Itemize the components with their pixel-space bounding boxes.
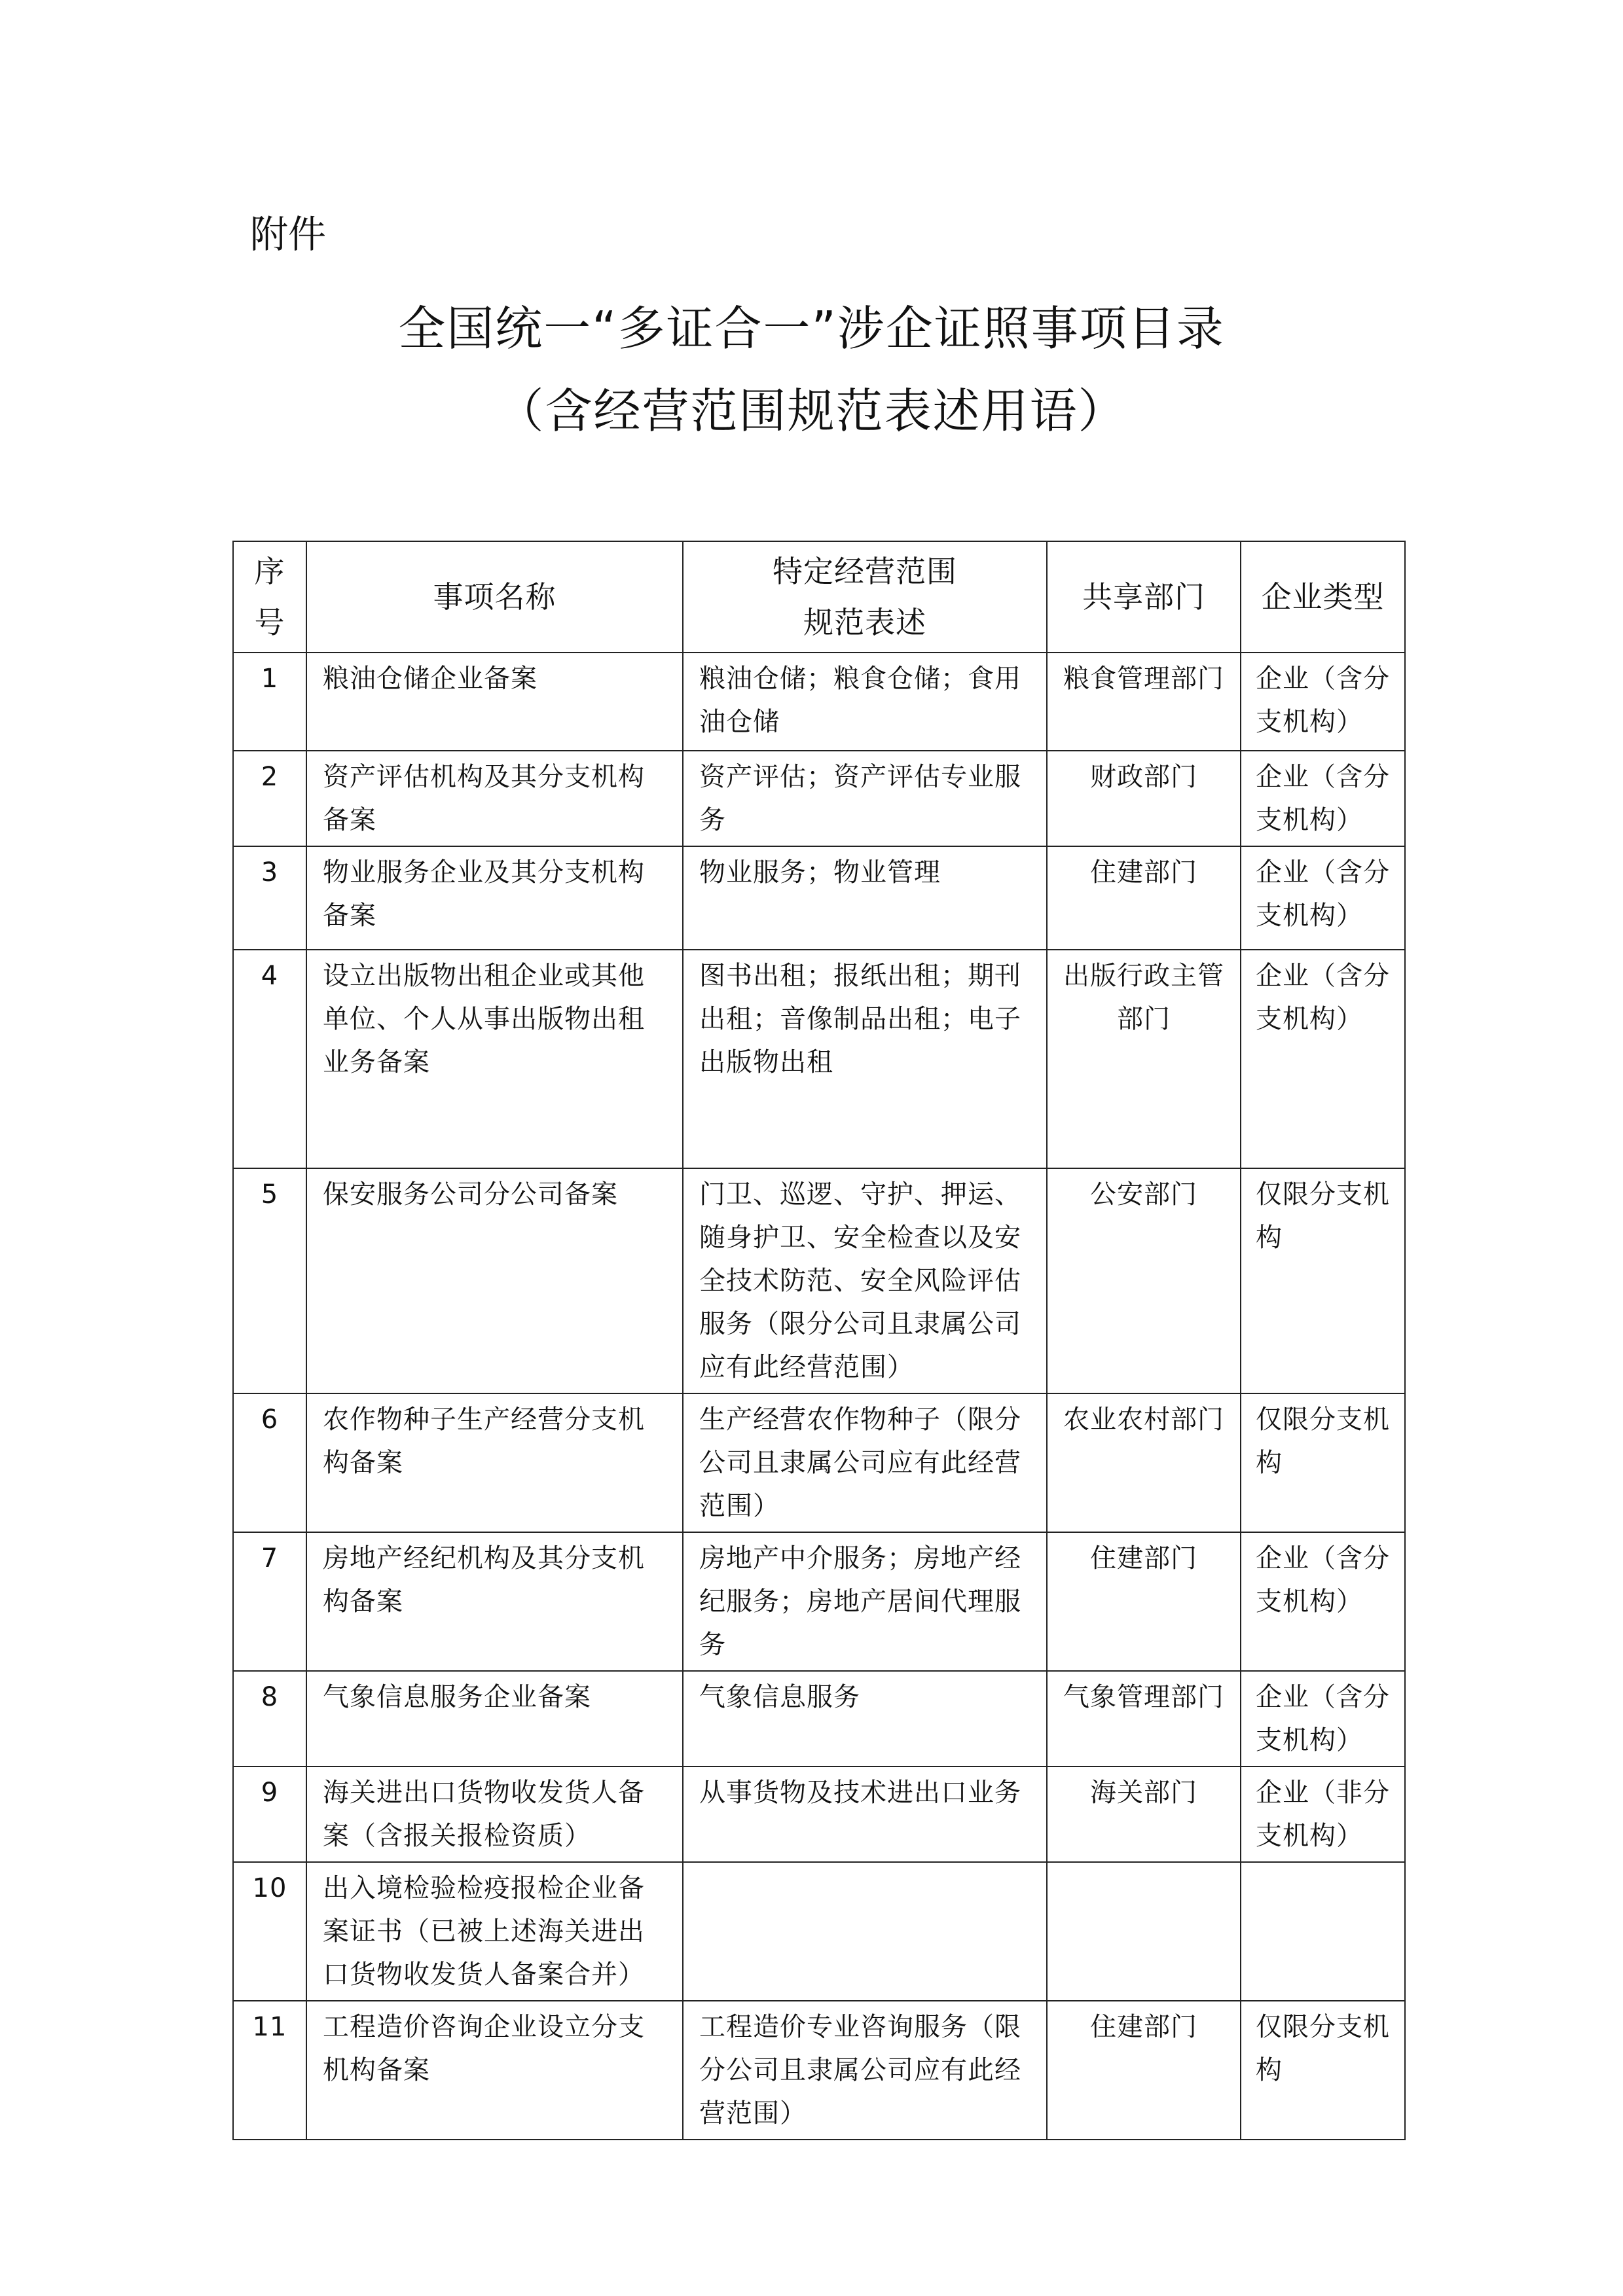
cell-type: 仅限分支机构 [1241, 1168, 1405, 1393]
cell-no: 11 [233, 2001, 306, 2140]
cell-no: 6 [233, 1393, 306, 1532]
cell-name: 保安服务公司分公司备案 [306, 1168, 683, 1393]
cell-dept: 财政部门 [1047, 751, 1241, 846]
header-dept: 共享部门 [1047, 541, 1241, 653]
table-row [233, 1532, 1405, 1671]
cell-type: 企业（含分支机构） [1241, 846, 1405, 950]
cell-name: 出入境检验检疫报检企业备案证书（已被上述海关进出口货物收发货人备案合并） [306, 1862, 683, 2001]
cell-type: 企业（含分支机构） [1241, 950, 1405, 1168]
cell-name: 工程造价咨询企业设立分支机构备案 [306, 2001, 683, 2140]
cell-name: 设立出版物出租企业或其他单位、个人从事出版物出租业务备案 [306, 950, 683, 1168]
cell-type [1241, 1862, 1405, 2001]
cell-no: 10 [233, 1862, 306, 2001]
cell-scope: 资产评估；资产评估专业服务 [683, 751, 1047, 846]
cell-dept: 粮食管理部门 [1047, 653, 1241, 751]
cell-scope: 房地产中介服务；房地产经纪服务；房地产居间代理服务 [683, 1532, 1047, 1671]
cell-no: 1 [233, 653, 306, 751]
cell-scope: 物业服务；物业管理 [683, 846, 1047, 950]
cell-dept: 住建部门 [1047, 846, 1241, 950]
table-row [233, 653, 1405, 751]
cell-name: 海关进出口货物收发货人备案（含报关报检资质） [306, 1767, 683, 1862]
cell-scope: 粮油仓储；粮食仓储；食用油仓储 [683, 653, 1047, 751]
cell-name: 资产评估机构及其分支机构备案 [306, 751, 683, 846]
cell-scope: 气象信息服务 [683, 1671, 1047, 1767]
cell-type: 企业（含分支机构） [1241, 1671, 1405, 1767]
header-name: 事项名称 [306, 541, 683, 653]
cell-scope: 工程造价专业咨询服务（限分公司且隶属公司应有此经营范围） [683, 2001, 1047, 2140]
cell-dept: 住建部门 [1047, 1532, 1241, 1671]
table-row [233, 751, 1405, 846]
table-row [233, 1671, 1405, 1767]
header-scope-line1: 特定经营范围 [773, 554, 957, 589]
cell-dept: 海关部门 [1047, 1767, 1241, 1862]
cell-no: 8 [233, 1671, 306, 1767]
cell-no: 7 [233, 1532, 306, 1671]
table-row [233, 1168, 1405, 1393]
cell-scope [683, 1862, 1047, 2001]
cell-name: 农作物种子生产经营分支机构备案 [306, 1393, 683, 1532]
attachment-label: 附件 [250, 212, 327, 257]
cell-dept: 出版行政主管部门 [1047, 950, 1241, 1168]
cell-type: 仅限分支机构 [1241, 2001, 1405, 2140]
document-subtitle: （含经营范围规范表述用语） [496, 384, 1127, 439]
header-scope-line2: 规范表述 [803, 605, 926, 640]
cell-name: 物业服务企业及其分支机构备案 [306, 846, 683, 950]
header-no: 序号 [233, 541, 306, 653]
cell-scope: 生产经营农作物种子（限分公司且隶属公司应有此经营范围） [683, 1393, 1047, 1532]
catalog-table [232, 541, 1406, 2140]
cell-type: 企业（含分支机构） [1241, 1532, 1405, 1671]
cell-scope: 图书出租；报纸出租；期刊出租；音像制品出租；电子出版物出租 [683, 950, 1047, 1168]
table-header-row [233, 541, 1405, 653]
cell-no: 3 [233, 846, 306, 950]
cell-dept: 农业农村部门 [1047, 1393, 1241, 1532]
cell-type: 仅限分支机构 [1241, 1393, 1405, 1532]
cell-dept [1047, 1862, 1241, 2001]
cell-dept: 住建部门 [1047, 2001, 1241, 2140]
cell-name: 粮油仓储企业备案 [306, 653, 683, 751]
header-scope [683, 541, 1047, 653]
table-row [233, 1393, 1405, 1532]
cell-no: 5 [233, 1168, 306, 1393]
cell-name: 房地产经纪机构及其分支机构备案 [306, 1532, 683, 1671]
table-row [233, 1862, 1405, 2001]
cell-no: 9 [233, 1767, 306, 1862]
table-row [233, 2001, 1405, 2140]
cell-no: 4 [233, 950, 306, 1168]
cell-name: 气象信息服务企业备案 [306, 1671, 683, 1767]
table-row [233, 1767, 1405, 1862]
cell-dept: 公安部门 [1047, 1168, 1241, 1393]
cell-type: 企业（含分支机构） [1241, 751, 1405, 846]
cell-dept: 气象管理部门 [1047, 1671, 1241, 1767]
table-row [233, 846, 1405, 950]
cell-no: 2 [233, 751, 306, 846]
cell-scope: 门卫、巡逻、守护、押运、随身护卫、安全检查以及安全技术防范、安全风险评估服务（限分公司且隶属公司应有此经营范围） [683, 1168, 1047, 1393]
cell-type: 企业（含分支机构） [1241, 653, 1405, 751]
header-type: 企业类型 [1241, 541, 1405, 653]
cell-scope: 从事货物及技术进出口业务 [683, 1767, 1047, 1862]
document-title: 全国统一“多证合一”涉企证照事项目录 [398, 301, 1225, 356]
cell-type: 企业（非分支机构） [1241, 1767, 1405, 1862]
table-row [233, 950, 1405, 1168]
